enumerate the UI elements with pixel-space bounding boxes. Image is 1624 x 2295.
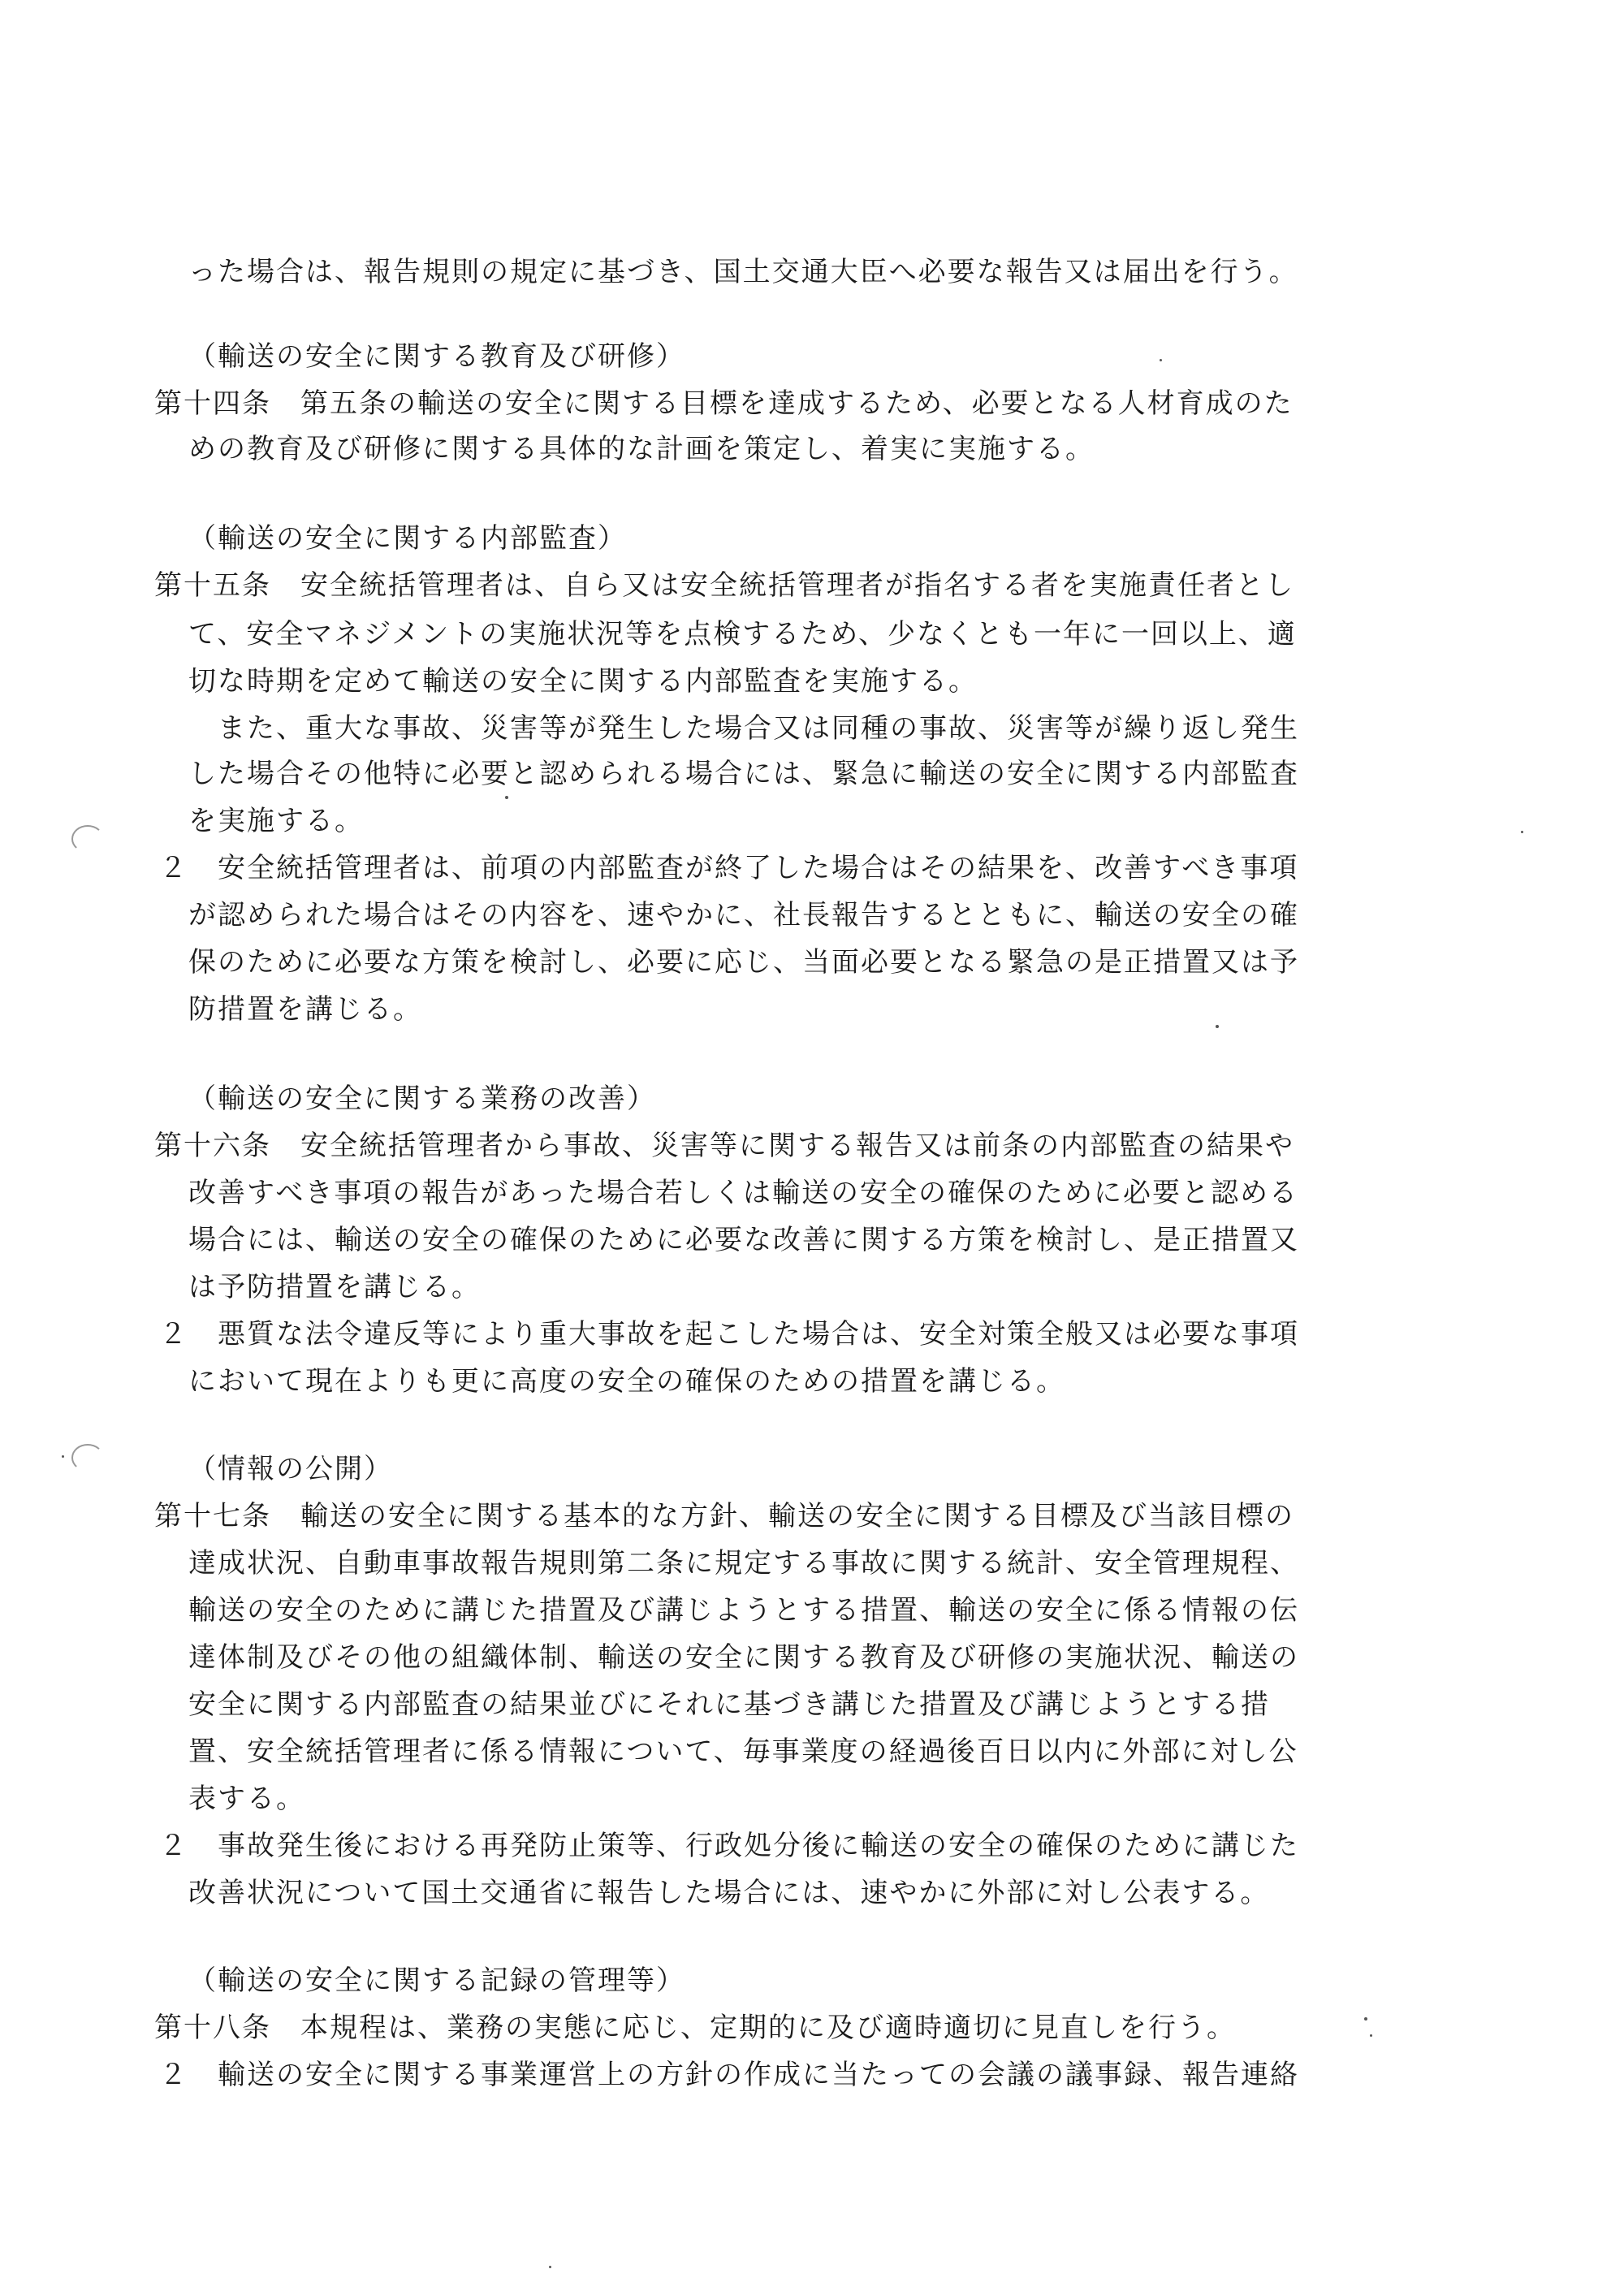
text-line: は予防措置を講じる。 bbox=[188, 1271, 481, 1303]
text-line: 改善状況について国土交通省に報告した場合には、速やかに外部に対し公表する。 bbox=[188, 1877, 1270, 1909]
text-line: ２ 安全統括管理者は、前項の内部監査が終了した場合はその結果を、改善すべき事項 bbox=[159, 852, 1299, 884]
text-line: て、安全マネジメントの実施状況等を点検するため、少なくとも一年に一回以上、適 bbox=[188, 618, 1297, 650]
scan-speck bbox=[62, 1455, 64, 1458]
scan-speck bbox=[549, 2266, 551, 2268]
text-line: 達体制及びその他の組織体制、輸送の安全に関する教育及び研修の実施状況、輸送の bbox=[188, 1641, 1299, 1674]
text-line: ２ 悪質な法令違反等により重大事故を起こした場合は、安全対策全般又は必要な事項 bbox=[159, 1318, 1299, 1351]
text-line: 第十七条 輸送の安全に関する基本的な方針、輸送の安全に関する目標及び当該目標の bbox=[154, 1500, 1294, 1532]
text-line: った場合は、報告規則の規定に基づき、国土交通大臣へ必要な報告又は届出を行う。 bbox=[188, 256, 1298, 288]
text-line: 第十八条 本規程は、業務の実態に応じ、定期的に及び適時適切に見直しを行う。 bbox=[154, 2012, 1236, 2044]
text-line: また、重大な事故、災害等が発生した場合又は同種の事故、災害等が繰り返し発生 bbox=[218, 712, 1299, 745]
text-line: めの教育及び研修に関する具体的な計画を策定し、着実に実施する。 bbox=[188, 433, 1095, 465]
text-line: 達成状況、自動車事故報告規則第二条に規定する事故に関する統計、安全管理規程、 bbox=[188, 1547, 1299, 1580]
text-line: 第十五条 安全統括管理者は、自ら又は安全統括管理者が指名する者を実施責任者とし bbox=[154, 569, 1294, 602]
punch-hole-mark bbox=[71, 825, 104, 853]
text-line: 切な時期を定めて輸送の安全に関する内部監査を実施する。 bbox=[188, 665, 978, 698]
text-line: において現在よりも更に高度の安全の確保のための措置を講じる。 bbox=[188, 1365, 1065, 1398]
article-heading: （輸送の安全に関する記録の管理等） bbox=[188, 1964, 685, 1997]
text-line: 置、安全統括管理者に係る情報について、毎事業度の経過後百日以内に外部に対し公 bbox=[188, 1735, 1298, 1768]
text-line: を実施する。 bbox=[188, 805, 364, 837]
text-line: 防措置を講じる。 bbox=[188, 993, 422, 1026]
article-heading: （輸送の安全に関する教育及び研修） bbox=[188, 340, 685, 373]
text-line: 場合には、輸送の安全の確保のために必要な改善に関する方策を検討し、是正措置又 bbox=[188, 1224, 1299, 1256]
text-line: 表する。 bbox=[188, 1783, 305, 1815]
article-heading: （情報の公開） bbox=[188, 1453, 393, 1485]
text-line: 安全に関する内部監査の結果並びにそれに基づき講じた措置及び講じようとする措 bbox=[188, 1688, 1270, 1721]
scan-speck bbox=[1521, 831, 1523, 833]
text-line: 保のために必要な方策を検討し、必要に応じ、当面必要となる緊急の是正措置又は予 bbox=[188, 946, 1299, 979]
text-line: 第十六条 安全統括管理者から事故、災害等に関する報告又は前条の内部監査の結果や bbox=[154, 1130, 1294, 1162]
text-line: ２ 輸送の安全に関する事業運営上の方針の作成に当たっての会議の議事録、報告連絡 bbox=[159, 2059, 1299, 2091]
scan-speck bbox=[1160, 359, 1162, 361]
scan-speck bbox=[1216, 1025, 1219, 1028]
article-heading: （輸送の安全に関する業務の改善） bbox=[188, 1083, 656, 1115]
text-line: した場合その他特に必要と認められる場合には、緊急に輸送の安全に関する内部監査 bbox=[188, 758, 1299, 790]
punch-hole-mark bbox=[71, 1444, 104, 1472]
text-line: ２ 事故発生後における再発防止策等、行政処分後に輸送の安全の確保のために講じた bbox=[159, 1830, 1299, 1862]
article-heading: （輸送の安全に関する内部監査） bbox=[188, 522, 627, 555]
scan-speck bbox=[505, 796, 508, 799]
text-line: 第十四条 第五条の輸送の安全に関する目標を達成するため、必要となる人材育成のた bbox=[154, 387, 1294, 420]
text-line: が認められた場合はその内容を、速やかに、社長報告するとともに、輸送の安全の確 bbox=[188, 899, 1299, 931]
scan-speck bbox=[1370, 2034, 1372, 2037]
text-line: 輸送の安全のために講じた措置及び講じようとする措置、輸送の安全に係る情報の伝 bbox=[188, 1594, 1299, 1627]
text-line: 改善すべき事項の報告があった場合若しくは輸送の安全の確保のために必要と認める bbox=[188, 1177, 1298, 1209]
scan-speck bbox=[1364, 2017, 1367, 2021]
